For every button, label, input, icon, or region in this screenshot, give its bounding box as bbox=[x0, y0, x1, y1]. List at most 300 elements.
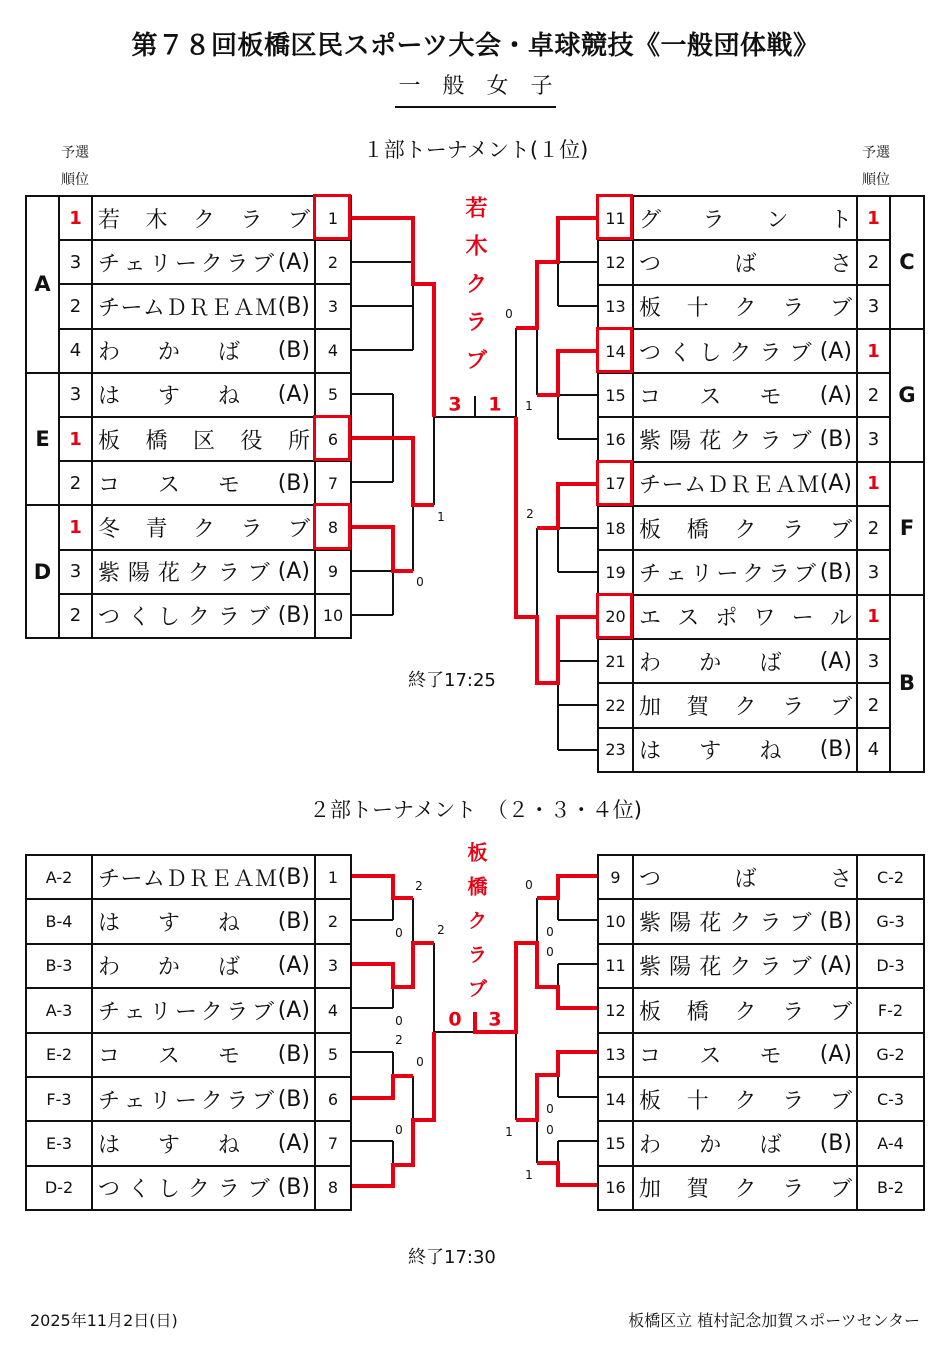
name-glyph: つ bbox=[98, 1177, 121, 1203]
name-glyph: ス bbox=[699, 384, 722, 410]
team-name bbox=[634, 418, 858, 462]
seed-number: 10 bbox=[599, 900, 634, 944]
prelim-rank: 2 bbox=[60, 462, 93, 506]
name-glyph: Ａ bbox=[232, 866, 255, 892]
seed-number: 5 bbox=[316, 1034, 352, 1078]
name-glyph: は bbox=[98, 911, 121, 937]
name-glyph: ラ bbox=[217, 1177, 240, 1203]
prelim-rank: 1 bbox=[858, 197, 891, 241]
name-glyph: (A) bbox=[277, 249, 310, 275]
seed-number: 13 bbox=[599, 1034, 634, 1078]
name-glyph: ク bbox=[192, 207, 215, 233]
seed-number: 6 bbox=[316, 1078, 352, 1122]
seed-number: 4 bbox=[316, 330, 352, 374]
name-glyph: (B) bbox=[277, 338, 310, 364]
team-name bbox=[93, 989, 316, 1033]
name-glyph: (A) bbox=[277, 559, 310, 585]
name-glyph: チ bbox=[98, 1088, 121, 1114]
name-glyph: (A) bbox=[819, 953, 852, 979]
name-glyph: 花 bbox=[157, 561, 180, 587]
prelim-rank-header-right bbox=[856, 140, 896, 194]
team-name bbox=[634, 1078, 858, 1122]
prelim-rank: 2 bbox=[60, 285, 93, 329]
name-glyph: チ bbox=[98, 866, 121, 892]
name-glyph: ラ bbox=[240, 516, 263, 542]
team-name bbox=[93, 595, 316, 639]
prelim-rank: 2 bbox=[858, 684, 891, 728]
name-glyph: ト bbox=[829, 207, 852, 233]
event-date: 2025年11月2日(日) bbox=[30, 1311, 178, 1330]
seed-number: 19 bbox=[599, 551, 634, 595]
name-glyph: ク bbox=[200, 999, 223, 1025]
name-glyph: ラ bbox=[768, 562, 791, 588]
prelim-rank: 1 bbox=[858, 596, 891, 640]
group-label: E bbox=[27, 374, 60, 507]
name-glyph: つ bbox=[639, 340, 662, 366]
t1-winner-path-seed20 bbox=[516, 417, 598, 683]
match-score: 1 bbox=[437, 510, 445, 524]
name-glyph: ク bbox=[734, 1088, 757, 1114]
name-glyph: (A) bbox=[277, 953, 310, 979]
t1-end-time: 終了17:25 bbox=[408, 670, 496, 691]
match-score: 2 bbox=[526, 507, 534, 521]
name-glyph: ブ bbox=[287, 516, 310, 542]
team-name bbox=[634, 900, 858, 944]
name-glyph: (B) bbox=[819, 427, 852, 453]
name-glyph: Ｄ bbox=[165, 866, 188, 892]
name-glyph: ン bbox=[766, 207, 789, 233]
team-name bbox=[93, 285, 316, 329]
team-name bbox=[93, 1122, 316, 1166]
seed-number: 6 bbox=[316, 418, 352, 462]
category-subtitle: 一 般 女 子 bbox=[395, 73, 556, 108]
t2-winner-path-seed6 bbox=[352, 1076, 413, 1098]
name-glyph: (B) bbox=[819, 909, 852, 935]
name-glyph: ブ bbox=[793, 562, 816, 588]
name-glyph: 板 bbox=[98, 428, 121, 454]
match-score: 0 bbox=[546, 925, 554, 939]
name-glyph: ェ bbox=[123, 999, 146, 1025]
match-score: 1 bbox=[505, 1125, 513, 1139]
name-glyph: さ bbox=[829, 866, 852, 892]
team-name bbox=[634, 596, 858, 640]
name-glyph: す bbox=[699, 739, 722, 765]
prelim-rank: 4 bbox=[60, 330, 93, 374]
t2-winner-path-seed9 bbox=[537, 876, 598, 898]
t2-heading: ２部トーナメント （２・３・４位) bbox=[309, 798, 642, 822]
team-name bbox=[93, 1034, 316, 1078]
team-name bbox=[93, 856, 316, 900]
team-name bbox=[93, 197, 316, 241]
name-glyph: 役 bbox=[240, 428, 263, 454]
name-glyph: ブ bbox=[287, 207, 310, 233]
prelim-rank: 3 bbox=[858, 640, 891, 684]
prelim-rank: 3 bbox=[858, 551, 891, 595]
prelim-rank: 2 bbox=[858, 507, 891, 551]
name-glyph: ー bbox=[175, 1088, 198, 1114]
t2-right-table bbox=[597, 854, 925, 1211]
name-glyph: エ bbox=[639, 606, 662, 632]
prelim-rank: 3 bbox=[60, 551, 93, 595]
team-name bbox=[634, 330, 858, 374]
name-glyph: ラ bbox=[782, 1088, 805, 1114]
t1-winner-path-seed8 bbox=[352, 527, 413, 571]
name-glyph: Ｒ bbox=[729, 473, 752, 499]
name-glyph: ク bbox=[187, 605, 210, 631]
seed-number: 15 bbox=[599, 1122, 634, 1166]
t2-final-score-left: 0 bbox=[448, 1008, 462, 1031]
seed-number: 16 bbox=[599, 1167, 634, 1211]
name-glyph: ブ bbox=[252, 251, 275, 277]
name-glyph: 冬 bbox=[98, 516, 121, 542]
qualifier-code: B-4 bbox=[27, 900, 93, 944]
match-score: 1 bbox=[525, 1168, 533, 1182]
name-glyph: ブ bbox=[247, 561, 270, 587]
qualifier-code: B-2 bbox=[858, 1167, 925, 1211]
t1-final-score-left: 3 bbox=[448, 393, 462, 416]
name-glyph: か bbox=[157, 340, 180, 366]
name-glyph: ー bbox=[716, 562, 739, 588]
name-glyph: ラ bbox=[226, 251, 249, 277]
qualifier-code: G-3 bbox=[858, 900, 925, 944]
match-score: 0 bbox=[546, 945, 554, 959]
name-glyph: ば bbox=[734, 251, 757, 277]
match-score: 1 bbox=[525, 399, 533, 413]
name-glyph: は bbox=[639, 739, 662, 765]
name-glyph: わ bbox=[639, 650, 662, 676]
qualifier-code: E-3 bbox=[27, 1122, 93, 1166]
qualifier-code: D-2 bbox=[27, 1167, 93, 1211]
name-glyph: Ｄ bbox=[706, 473, 729, 499]
t2-winner-path-seed13 bbox=[516, 1052, 598, 1120]
name-glyph: (A) bbox=[819, 382, 852, 408]
name-glyph: ル bbox=[829, 606, 852, 632]
name-glyph: ク bbox=[734, 1177, 757, 1203]
prelim-rank: 1 bbox=[858, 463, 891, 507]
name-glyph: ブ bbox=[829, 1177, 852, 1203]
t1-winner-path-seed1 bbox=[352, 218, 434, 417]
name-glyph: ブ bbox=[252, 999, 275, 1025]
seed-number: 7 bbox=[316, 462, 352, 506]
team-name bbox=[634, 729, 858, 773]
team-name bbox=[93, 551, 316, 595]
name-glyph: ク bbox=[734, 296, 757, 322]
seed-number: 9 bbox=[599, 856, 634, 900]
name-glyph: (B) bbox=[277, 1086, 310, 1112]
name-glyph: か bbox=[699, 650, 722, 676]
name-glyph: 陽 bbox=[669, 911, 692, 937]
name-glyph: ラ bbox=[782, 517, 805, 543]
seed-number: 17 bbox=[599, 463, 634, 507]
name-glyph: ラ bbox=[759, 340, 782, 366]
name-glyph: ク bbox=[729, 340, 752, 366]
seed-number: 11 bbox=[599, 945, 634, 989]
name-glyph: ス bbox=[677, 606, 700, 632]
t1-final-score-right: 1 bbox=[488, 393, 502, 416]
name-glyph: ば bbox=[759, 1133, 782, 1159]
match-score: 0 bbox=[546, 1123, 554, 1137]
team-name bbox=[634, 286, 858, 330]
name-glyph: 加 bbox=[639, 1177, 662, 1203]
name-glyph: ム bbox=[684, 473, 707, 499]
name-glyph: ブ bbox=[252, 1088, 275, 1114]
name-glyph: ブ bbox=[829, 999, 852, 1025]
qualifier-code: G-2 bbox=[858, 1034, 925, 1078]
seed-number: 2 bbox=[316, 241, 352, 285]
match-score: 0 bbox=[525, 878, 533, 892]
name-glyph: ク bbox=[734, 999, 757, 1025]
qualifier-code: C-3 bbox=[858, 1078, 925, 1122]
name-glyph: 若 bbox=[98, 207, 121, 233]
name-glyph: 橋 bbox=[145, 428, 168, 454]
name-glyph: ラ bbox=[759, 955, 782, 981]
name-glyph: ね bbox=[759, 739, 782, 765]
name-glyph: わ bbox=[98, 955, 121, 981]
name-glyph: グ bbox=[639, 207, 662, 233]
name-glyph: (B) bbox=[277, 293, 310, 319]
name-glyph: つ bbox=[639, 866, 662, 892]
t2-winner-path-seed1 bbox=[352, 876, 413, 898]
seed-number: 2 bbox=[316, 900, 352, 944]
name-glyph: ワ bbox=[753, 606, 776, 632]
name-glyph: 紫 bbox=[639, 955, 662, 981]
name-glyph: 陽 bbox=[669, 955, 692, 981]
prelim-rank: 1 bbox=[60, 418, 93, 462]
name-glyph: Ａ bbox=[232, 295, 255, 321]
name-glyph: ば bbox=[217, 955, 240, 981]
name-glyph: す bbox=[157, 911, 180, 937]
name-glyph: チ bbox=[98, 295, 121, 321]
name-glyph: ク bbox=[729, 429, 752, 455]
seed-number: 13 bbox=[599, 286, 634, 330]
match-score: 0 bbox=[395, 1014, 403, 1028]
rank-header-line1: 予選 bbox=[862, 145, 890, 161]
name-glyph: モ bbox=[759, 384, 782, 410]
name-glyph: コ bbox=[639, 1044, 662, 1070]
group-label: D bbox=[27, 506, 60, 639]
name-glyph: ブ bbox=[829, 1088, 852, 1114]
name-glyph: ラ bbox=[782, 1177, 805, 1203]
seed-number: 4 bbox=[316, 989, 352, 1033]
name-glyph: し bbox=[157, 605, 180, 631]
team-name bbox=[93, 374, 316, 418]
name-glyph: 板 bbox=[639, 1088, 662, 1114]
name-glyph: Ｅ bbox=[751, 473, 774, 499]
name-glyph: (A) bbox=[277, 997, 310, 1023]
name-glyph: ラ bbox=[217, 561, 240, 587]
t2-end-time: 終了17:30 bbox=[408, 1247, 496, 1268]
t2-champion-name: 板橋クラブ bbox=[464, 842, 488, 1012]
seed-number: 8 bbox=[316, 506, 352, 550]
name-glyph: か bbox=[157, 955, 180, 981]
name-glyph: (A) bbox=[277, 382, 310, 408]
name-glyph: 木 bbox=[145, 207, 168, 233]
match-score: 2 bbox=[415, 879, 423, 893]
name-glyph: ェ bbox=[123, 251, 146, 277]
name-glyph: (B) bbox=[819, 1131, 852, 1157]
name-glyph: ー bbox=[120, 295, 143, 321]
prelim-rank: 1 bbox=[60, 506, 93, 550]
prelim-rank: 4 bbox=[858, 729, 891, 773]
name-glyph: リ bbox=[149, 1088, 172, 1114]
name-glyph: リ bbox=[690, 562, 713, 588]
name-glyph: ー bbox=[661, 473, 684, 499]
name-glyph: チ bbox=[98, 251, 121, 277]
name-glyph: (B) bbox=[819, 737, 852, 763]
name-glyph: は bbox=[98, 1133, 121, 1159]
prelim-rank: 3 bbox=[858, 418, 891, 462]
seed-number: 7 bbox=[316, 1122, 352, 1166]
t1-heading: １部トーナメント(１位) bbox=[362, 138, 589, 162]
name-glyph: ブ bbox=[789, 340, 812, 366]
seed-number: 22 bbox=[599, 684, 634, 728]
team-name bbox=[634, 1122, 858, 1166]
name-glyph: (A) bbox=[819, 471, 852, 497]
name-glyph: (B) bbox=[277, 909, 310, 935]
name-glyph: (B) bbox=[277, 470, 310, 496]
name-glyph: ブ bbox=[829, 694, 852, 720]
name-glyph: (A) bbox=[277, 1131, 310, 1157]
qualifier-code: A-2 bbox=[27, 856, 93, 900]
name-glyph: ブ bbox=[789, 955, 812, 981]
name-glyph: (B) bbox=[277, 603, 310, 629]
prelim-rank-header-left bbox=[55, 140, 95, 194]
name-glyph: ク bbox=[200, 1088, 223, 1114]
name-glyph: (B) bbox=[819, 560, 852, 586]
t2-left-table bbox=[25, 854, 352, 1211]
prelim-rank: 3 bbox=[60, 241, 93, 285]
name-glyph: 所 bbox=[287, 428, 310, 454]
name-glyph: 賀 bbox=[686, 1177, 709, 1203]
name-glyph: 橋 bbox=[686, 517, 709, 543]
t1-right-table bbox=[597, 195, 925, 773]
name-glyph: Ｒ bbox=[187, 866, 210, 892]
name-glyph: か bbox=[699, 1133, 722, 1159]
qualifier-code: C-2 bbox=[858, 856, 925, 900]
name-glyph: 陽 bbox=[669, 429, 692, 455]
name-glyph: さ bbox=[829, 251, 852, 277]
qualifier-code: F-3 bbox=[27, 1078, 93, 1122]
name-glyph: ク bbox=[192, 516, 215, 542]
group-label: C bbox=[891, 197, 925, 330]
team-name bbox=[634, 945, 858, 989]
name-glyph: ラ bbox=[782, 296, 805, 322]
name-glyph: ラ bbox=[226, 1088, 249, 1114]
name-glyph: ー bbox=[791, 606, 814, 632]
prelim-rank: 2 bbox=[858, 241, 891, 285]
name-glyph: ク bbox=[200, 251, 223, 277]
qualifier-code: B-3 bbox=[27, 945, 93, 989]
seed-number: 9 bbox=[316, 551, 352, 595]
name-glyph: す bbox=[157, 384, 180, 410]
seed-number: 20 bbox=[599, 596, 634, 640]
name-glyph: チ bbox=[639, 473, 662, 499]
t2-final-score-right: 3 bbox=[488, 1008, 502, 1031]
name-glyph: 板 bbox=[639, 296, 662, 322]
name-glyph: ラ bbox=[759, 911, 782, 937]
name-glyph: Ｄ bbox=[165, 295, 188, 321]
name-glyph: ば bbox=[759, 650, 782, 676]
name-glyph: ス bbox=[157, 1044, 180, 1070]
name-glyph: 紫 bbox=[98, 561, 121, 587]
name-glyph: 紫 bbox=[639, 911, 662, 937]
seed-number: 5 bbox=[316, 374, 352, 418]
match-score: 0 bbox=[395, 1123, 403, 1137]
seed-number: 16 bbox=[599, 418, 634, 462]
rank-header-line1: 予選 bbox=[61, 145, 89, 161]
name-glyph: ラ bbox=[759, 429, 782, 455]
name-glyph: ね bbox=[217, 911, 240, 937]
name-glyph: 橋 bbox=[686, 999, 709, 1025]
seed-number: 10 bbox=[316, 595, 352, 639]
name-glyph: わ bbox=[639, 1133, 662, 1159]
group-label: B bbox=[891, 596, 925, 773]
team-name bbox=[634, 640, 858, 684]
name-glyph: ラ bbox=[782, 694, 805, 720]
group-label: A bbox=[27, 197, 60, 374]
name-glyph: ク bbox=[742, 562, 765, 588]
name-glyph: モ bbox=[759, 1044, 782, 1070]
page-title: 第７８回板橋区民スポーツ大会・卓球競技《一般団体戦》 bbox=[131, 31, 820, 61]
name-glyph: 花 bbox=[699, 911, 722, 937]
match-score: 2 bbox=[395, 1033, 403, 1047]
seed-number: 15 bbox=[599, 374, 634, 418]
team-name bbox=[634, 1167, 858, 1211]
name-glyph: モ bbox=[217, 472, 240, 498]
match-score: 0 bbox=[416, 575, 424, 589]
name-glyph: チ bbox=[639, 562, 662, 588]
t1-winner-path-seed11 bbox=[516, 218, 598, 328]
name-glyph: し bbox=[699, 340, 722, 366]
t1-winner-path-seed6 bbox=[352, 438, 434, 505]
name-glyph: は bbox=[98, 384, 121, 410]
team-name bbox=[93, 1078, 316, 1122]
name-glyph: ブ bbox=[789, 429, 812, 455]
name-glyph: ス bbox=[157, 472, 180, 498]
name-glyph: ク bbox=[729, 955, 752, 981]
team-name bbox=[93, 330, 316, 374]
name-glyph: ー bbox=[175, 251, 198, 277]
team-name bbox=[634, 463, 858, 507]
name-glyph: ラ bbox=[702, 207, 725, 233]
name-glyph: ク bbox=[187, 561, 210, 587]
name-glyph: 陽 bbox=[127, 561, 150, 587]
name-glyph: Ｒ bbox=[187, 295, 210, 321]
seed-number: 14 bbox=[599, 330, 634, 374]
name-glyph: ラ bbox=[782, 999, 805, 1025]
seed-number: 1 bbox=[316, 856, 352, 900]
name-glyph: く bbox=[669, 340, 692, 366]
name-glyph: ラ bbox=[240, 207, 263, 233]
name-glyph: 十 bbox=[686, 296, 709, 322]
venue-name: 板橋区立 植村記念加賀スポーツセンター bbox=[628, 1311, 920, 1330]
name-glyph: ク bbox=[187, 1177, 210, 1203]
name-glyph: し bbox=[157, 1177, 180, 1203]
match-score: 0 bbox=[546, 1102, 554, 1116]
name-glyph: ク bbox=[729, 911, 752, 937]
seed-number: 1 bbox=[316, 197, 352, 241]
name-glyph: ブ bbox=[247, 605, 270, 631]
team-name bbox=[634, 1034, 858, 1078]
name-glyph: ラ bbox=[226, 999, 249, 1025]
name-glyph: Ｍ bbox=[255, 295, 278, 321]
name-glyph: (B) bbox=[277, 1175, 310, 1201]
qualifier-code: A-3 bbox=[27, 989, 93, 1033]
match-score: 0 bbox=[505, 307, 513, 321]
name-glyph: 加 bbox=[639, 694, 662, 720]
name-glyph: 賀 bbox=[686, 694, 709, 720]
name-glyph: つ bbox=[98, 605, 121, 631]
